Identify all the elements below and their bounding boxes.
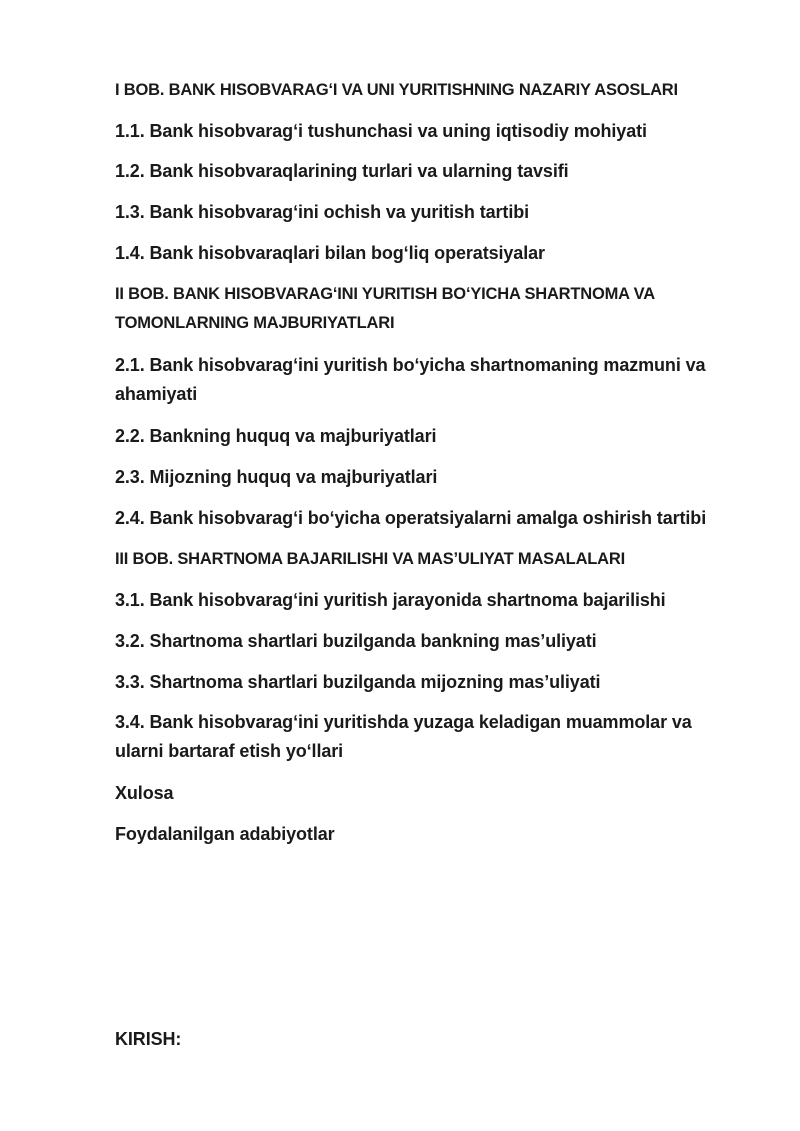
toc-section-3-2: 3.2. Shartnoma shartlari buzilganda bankning masʼuliyati bbox=[115, 631, 597, 651]
toc-section-1-2: 1.2. Bank hisobvaraqlarining turlari va ularning tavsifi bbox=[115, 161, 569, 181]
toc-section-1-1: 1.1. Bank hisobvaragʻi tushunchasi va uning iqtisodiy mohiyati bbox=[115, 121, 647, 141]
toc-section-3-3: 3.3. Shartnoma shartlari buzilganda mijozning masʼuliyati bbox=[115, 672, 601, 692]
toc-section-1-3: 1.3. Bank hisobvaragʻini ochish va yuritish tartibi bbox=[115, 202, 530, 222]
intro-heading: KIRISH: bbox=[115, 1029, 182, 1049]
toc-section-2-4: 2.4. Bank hisobvaragʻi boʻyicha operatsiyalarni amalga oshirish tartibi bbox=[115, 508, 707, 528]
toc-chapter-3: III BOB. SHARTNOMA BAJARILISHI VA MASʼULIYAT MASALALARI bbox=[115, 550, 625, 568]
toc-references: Foydalanilgan adabiyotlar bbox=[115, 824, 335, 844]
toc-chapter-1: I BOB. BANK HISOBVARAGʻI VA UNI YURITISHNING NAZARIY ASOSLARI bbox=[115, 81, 678, 99]
toc-chapter-2: II BOB. BANK HISOBVARAGʻINI YURITISH BOʻYICHA SHARTNOMA VA TOMONLARNING MAJBURIYATLARI bbox=[115, 285, 655, 332]
toc-section-2-1: 2.1. Bank hisobvaragʻini yuritish boʻyicha shartnomaning mazmuni va ahamiyati bbox=[115, 355, 706, 404]
toc-section-3-1: 3.1. Bank hisobvaragʻini yuritish jarayonida shartnoma bajarilishi bbox=[115, 590, 666, 610]
toc-section-2-2: 2.2. Bankning huquq va majburiyatlari bbox=[115, 426, 437, 446]
toc-conclusion: Xulosa bbox=[115, 783, 174, 803]
toc-section-2-3: 2.3. Mijozning huquq va majburiyatlari bbox=[115, 467, 438, 487]
toc-section-1-4: 1.4. Bank hisobvaraqlari bilan bogʻliq operatsiyalar bbox=[115, 243, 545, 263]
toc-section-3-4: 3.4. Bank hisobvaragʻini yuritishda yuzaga keladigan muammolar va ularni bartaraf etish yoʻllari bbox=[115, 712, 692, 761]
